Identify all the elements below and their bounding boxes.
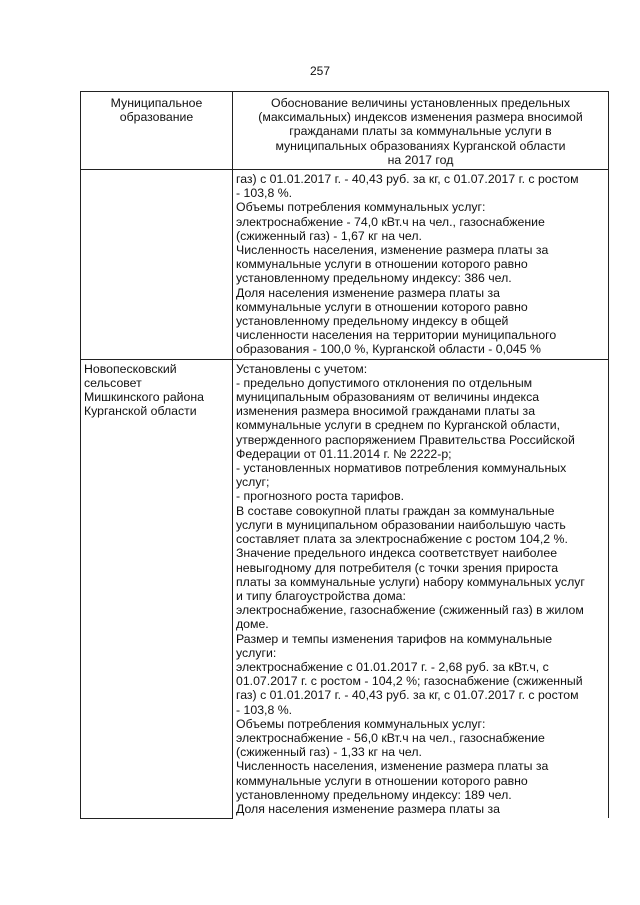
- text-line: численности населения на территории муниципального: [236, 328, 557, 343]
- justification-cell: [233, 170, 609, 360]
- text-line: Установлены с учетом:: [236, 361, 368, 376]
- text-line: Размер и темпы изменения тарифов на коммунальные: [236, 631, 553, 646]
- text-line: Доля населения изменение размера платы за: [236, 285, 500, 300]
- header-line: (максимальных) индексов изменения размера вносимой: [258, 110, 583, 125]
- header-line: на 2017 год: [387, 152, 454, 167]
- text-line: электроснабжение - 56,0 кВт.ч на чел., газоснабжение: [236, 730, 545, 745]
- table-row: [81, 359, 609, 818]
- header-municipality: [81, 92, 233, 170]
- text-line: сельсовет: [84, 375, 142, 390]
- text-line: составляет плата за электроснабжение с ростом 104,2 %.: [236, 532, 568, 547]
- header-justification: [233, 92, 609, 170]
- text-line: платы за коммунальные услуги) набору коммунальных услуг: [236, 574, 585, 589]
- text-line: Численность населения, изменение размера платы за: [236, 243, 549, 258]
- text-line: (сжиженный газ) - 1,33 кг на чел.: [236, 745, 422, 760]
- text-line: электроснабжение, газоснабжение (сжиженный газ) в жилом: [236, 603, 584, 618]
- text-line: изменения размера вносимой гражданами платы за: [236, 404, 536, 419]
- text-line: газ) с 01.01.2017 г. - 40,43 руб. за кг, с 01.07.2017 г. с ростом: [236, 172, 579, 187]
- text-line: услуги:: [236, 645, 277, 660]
- text-line: невыгодному для потребителя (с точки зрения прироста: [236, 560, 559, 575]
- text-line: Мишкинского района: [84, 390, 205, 405]
- text-line: - прогнозного роста тарифов.: [236, 489, 405, 504]
- text-line: установленному предельному индексу: 189 чел.: [236, 787, 512, 802]
- text-line: утвержденного распоряжением Правительства Российской: [236, 432, 575, 447]
- text-line: услуги в муниципальном образовании наибольшую часть: [236, 517, 566, 532]
- text-line: коммунальные услуги в отношении которого равно: [236, 299, 528, 314]
- text-line: доме.: [236, 617, 269, 632]
- text-line: электроснабжение - 74,0 кВт.ч на чел., газоснабжение: [236, 214, 545, 229]
- header-line: муниципальных образованиях Курганской области: [275, 138, 566, 153]
- text-line: установленному предельному индексу: 386 чел.: [236, 271, 512, 286]
- text-line: коммунальные услуги в отношении которого равно: [236, 773, 528, 788]
- text-line: Доля населения изменение размера платы за: [236, 801, 500, 816]
- text-line: электроснабжение с 01.01.2017 г. - 2,68 руб. за кВт.ч, с: [236, 659, 549, 674]
- text-line: газ) с 01.01.2017 г. - 40,43 руб. за кг, с 01.07.2017 г. с ростом: [236, 688, 579, 703]
- table-row: [81, 170, 609, 360]
- text-line: и типу благоустройства дома:: [236, 588, 406, 603]
- text-line: установленному предельному индексу в общей: [236, 314, 509, 329]
- text-line: (сжиженный газ) - 1,67 кг на чел.: [236, 228, 422, 243]
- text-line: Значение предельного индекса соответствует наиболее: [236, 546, 558, 561]
- text-line: Новопесковский: [84, 361, 177, 376]
- text-line: Численность населения, изменение размера платы за: [236, 759, 549, 774]
- municipality-cell: [81, 170, 233, 360]
- text-line: Объемы потребления коммунальных услуг:: [236, 200, 486, 215]
- page-number: 257: [309, 64, 331, 78]
- text-line: Федерации от 01.11.2014 г. № 2222-р;: [236, 446, 452, 461]
- justification-table: [80, 91, 609, 819]
- text-line: - 103,8 %.: [236, 702, 293, 717]
- text-line: В составе совокупной платы граждан за коммунальные: [236, 503, 555, 518]
- text-line: услуг;: [236, 475, 270, 490]
- header-line: Муниципальное: [110, 96, 203, 110]
- text-line: - предельно допустимого отклонения по отдельным: [236, 375, 533, 390]
- justification-cell: [233, 359, 609, 818]
- municipality-cell: [81, 359, 233, 818]
- header-line: гражданами платы за коммунальные услуги в: [289, 124, 552, 139]
- text-line: муниципальным образованиям от величины индекса: [236, 390, 540, 405]
- text-line: - 103,8 %.: [236, 186, 293, 201]
- header-line: образование: [119, 110, 194, 125]
- text-line: - установленных нормативов потребления коммунальных: [236, 461, 567, 476]
- header-line: Обоснование величины установленных предельных: [271, 96, 570, 110]
- text-line: образования - 100,0 %, Курганской области - 0,045 %: [236, 342, 541, 357]
- text-line: Объемы потребления коммунальных услуг:: [236, 716, 486, 731]
- table-header-row: [81, 92, 609, 170]
- text-line: Курганской области: [84, 404, 197, 419]
- text-line: 01.07.2017 г. с ростом - 104,2 %; газоснабжение (сжиженный: [236, 674, 583, 689]
- text-line: коммунальные услуги в отношении которого равно: [236, 257, 528, 272]
- text-line: коммунальные услуги в среднем по Курганской области,: [236, 418, 561, 433]
